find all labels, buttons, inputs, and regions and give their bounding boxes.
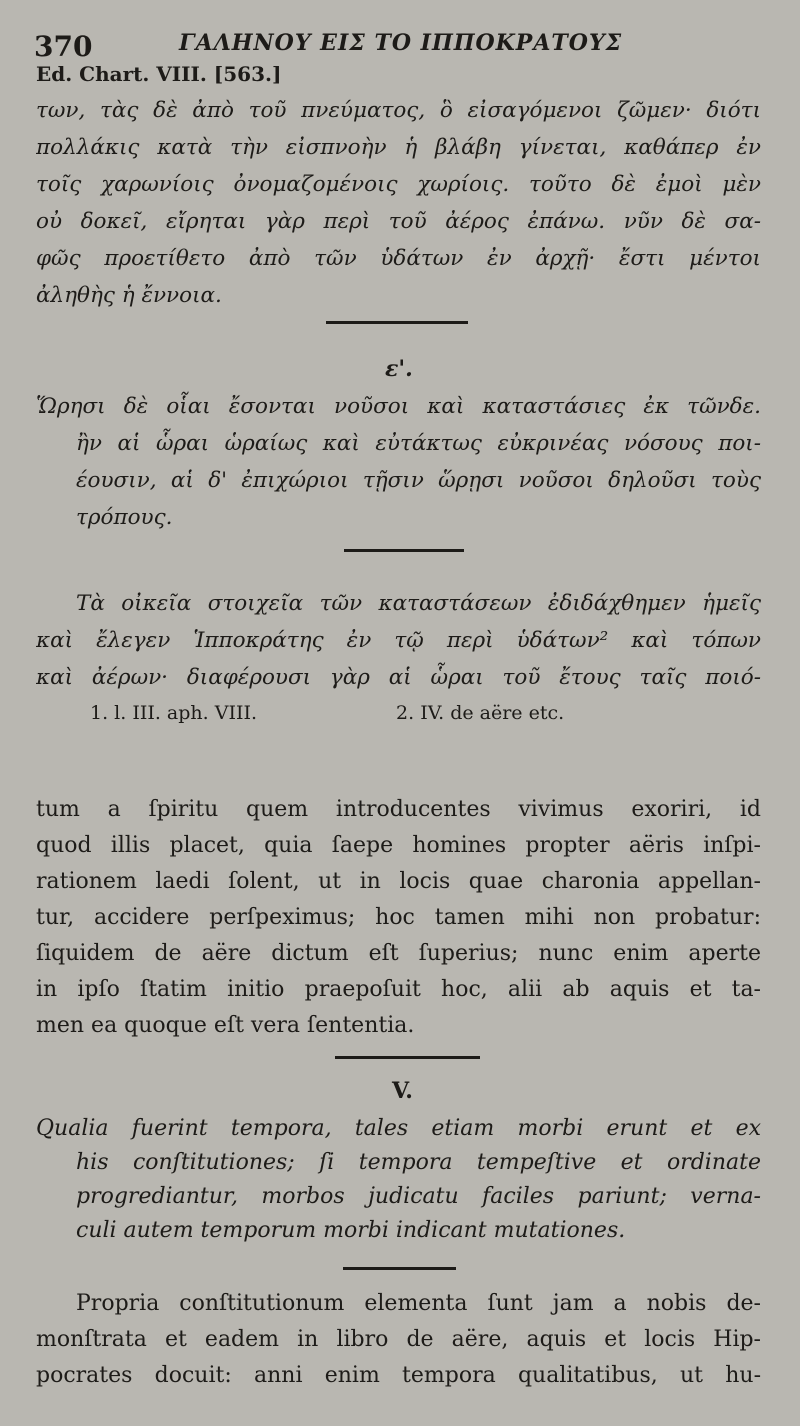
- greek-aphorism-block: [36, 388, 761, 536]
- section-divider: [335, 1056, 480, 1059]
- text-line: ἀληθὴς ἡ ἔννοια.: [36, 283, 222, 308]
- text-line: καὶ ἔλεγεν Ἱπποκράτης ἐν τῷ περὶ ὑδάτων² καὶ τόπων: [36, 628, 761, 653]
- latin-commentary-block: [36, 792, 761, 1044]
- text-line: τοῖς χαρωνίοις ὀνομαζομένοις χωρίοις. τοῦτο δὲ ἐμοὶ μὲν: [36, 172, 761, 197]
- text-line: οὐ δοκεῖ, εἴρηται γὰρ περὶ τοῦ ἀέρος ἐπάνω. νῦν δὲ σα-: [36, 209, 761, 234]
- text-line: πολλάκις κατὰ τὴν εἰσπνοὴν ἡ βλάβη γίνεται, καθάπερ ἐν: [36, 135, 761, 160]
- page-number: 370: [34, 30, 93, 63]
- footnotes: [90, 702, 564, 724]
- text-line: Ὥρησι δὲ οἷαι ἔσονται νοῦσοι καὶ καταστάσιες ἐκ τῶνδε.: [36, 394, 761, 419]
- latin-aphorism-block: [36, 1112, 761, 1248]
- text-line: tur, accidere perſpeximus; hoc tamen mihi non probatur:: [36, 905, 761, 930]
- greek-commentary-block: [36, 92, 761, 314]
- greek-section-number: ε'.: [385, 356, 413, 382]
- text-line: men ea quoque eſt vera ſententia.: [36, 1013, 415, 1038]
- text-line: ſiquidem de aëre dictum eſt ſuperius; nunc enim aperte: [36, 941, 761, 966]
- section-divider: [343, 1267, 456, 1270]
- running-head: ΓΑΛΗΝΟΥ ΕΙΣ ΤΟ ΙΠΠΟΚΡΑΤΟΥΣ: [179, 30, 623, 56]
- text-line: των, τὰς δὲ ἀπὸ τοῦ πνεύματος, ὃ εἰσαγόμενοι ζῶμεν· διότι: [36, 98, 761, 123]
- text-line: his conſtitutiones; ſi tempora tempeſtive et ordinate: [76, 1150, 761, 1175]
- text-line: progrediantur, morbos judicatu faciles pariunt; verna-: [76, 1184, 761, 1209]
- text-line: monſtrata et eadem in libro de aëre, aquis et locis Hip-: [36, 1327, 761, 1352]
- section-divider: [326, 321, 468, 324]
- latin-section-number: V.: [392, 1078, 413, 1104]
- text-line: Qualia fuerint tempora, tales etiam morbi erunt et ex: [36, 1116, 761, 1141]
- text-line: culi autem temporum morbi indicant mutationes.: [76, 1218, 626, 1243]
- text-line: rationem laedi ſolent, ut in locis quae charonia appellan-: [36, 869, 761, 894]
- page-header: [34, 26, 774, 66]
- greek-commentary-block: [36, 585, 761, 696]
- text-line: tum a ſpiritu quem introducentes vivimus exoriri, id: [36, 797, 761, 822]
- text-line: ἢν αἱ ὧραι ὡραίως καὶ εὐτάκτως εὐκρινέας νόσους ποι-: [76, 431, 761, 456]
- section-divider: [344, 549, 464, 552]
- footnote-2: 2. IV. de aëre etc.: [396, 702, 565, 724]
- footnote-1: 1. l. III. aph. VIII.: [90, 702, 258, 724]
- text-line: Propria conſtitutionum elementa ſunt jam a nobis de-: [76, 1291, 761, 1316]
- text-line: τρόπους.: [76, 505, 173, 530]
- latin-commentary-block: [36, 1286, 761, 1394]
- edition-reference: Ed. Chart. VIII. [563.]: [36, 62, 282, 86]
- text-line: in ipſo ſtatim initio praepoſuit hoc, alii ab aquis et ta-: [36, 977, 761, 1002]
- text-line: Τὰ οἰκεῖα στοιχεῖα τῶν καταστάσεων ἐδιδάχθημεν ἡμεῖς: [76, 591, 761, 616]
- text-line: pocrates docuit: anni enim tempora qualitatibus, ut hu-: [36, 1363, 761, 1388]
- text-line: καὶ ἀέρων· διαφέρουσι γὰρ αἱ ὧραι τοῦ ἔτους ταῖς ποιό-: [36, 665, 761, 690]
- text-line: φῶς προετίθετο ἀπὸ τῶν ὑδάτων ἐν ἀρχῇ· ἔστι μέντοι: [36, 246, 761, 271]
- text-line: quod illis placet, quia ſaepe homines propter aëris inſpi-: [36, 833, 761, 858]
- text-line: έουσιν, αἱ δ' ἐπιχώριοι τῇσιν ὥρῃσι νοῦσοι δηλοῦσι τοὺς: [76, 468, 761, 493]
